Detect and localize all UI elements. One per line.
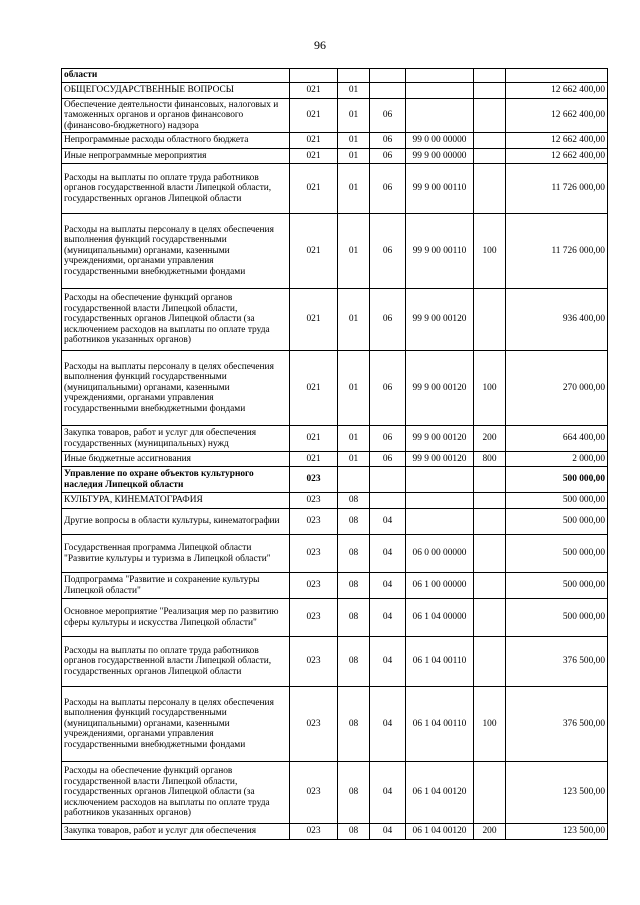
table-row (62, 133, 608, 149)
row-ministry-code-cell: 021 (290, 149, 338, 164)
row-ministry-code-cell: 021 (290, 452, 338, 467)
row-ministry-code-cell: 023 (290, 509, 338, 535)
row-expense-type-cell (474, 493, 506, 509)
row-expense-type-cell: 200 (474, 426, 506, 452)
table-row (62, 99, 608, 133)
row-subsection-code-cell (370, 69, 406, 83)
row-name-cell: Расходы на обеспечение функций органов государственной власти Липецкой области, государственных органов Липецкой области (за исключением расходов на выплаты по оплате труда работников указанных органов) (62, 289, 290, 351)
row-section-code-cell: 08 (338, 637, 370, 687)
row-subsection-code-cell (370, 467, 406, 493)
table-row (62, 149, 608, 164)
row-name-cell: Непрограммные расходы областного бюджета (62, 133, 290, 149)
table-row (62, 509, 608, 535)
row-expense-type-cell: 100 (474, 687, 506, 762)
row-subsection-code-cell: 04 (370, 687, 406, 762)
table-row (62, 573, 608, 599)
row-sum-cell: 500 000,00 (506, 573, 608, 599)
row-ministry-code-cell (290, 69, 338, 83)
row-expense-type-cell: 800 (474, 452, 506, 467)
row-sum-cell: 2 000,00 (506, 452, 608, 467)
row-sum-cell (506, 69, 608, 83)
row-section-code-cell: 01 (338, 214, 370, 289)
row-section-code-cell: 08 (338, 573, 370, 599)
row-target-article-cell: 99 9 00 00120 (406, 452, 474, 467)
row-target-article-cell: 06 1 04 00120 (406, 824, 474, 840)
table-row (62, 493, 608, 509)
row-section-code-cell: 08 (338, 535, 370, 573)
row-expense-type-cell (474, 289, 506, 351)
row-sum-cell: 11 726 000,00 (506, 214, 608, 289)
row-subsection-code-cell: 04 (370, 535, 406, 573)
row-expense-type-cell (474, 99, 506, 133)
row-name-cell: Иные бюджетные ассигнования (62, 452, 290, 467)
row-section-code-cell: 01 (338, 426, 370, 452)
row-name-cell: Подпрограмма "Развитие и сохранение культуры Липецкой области" (62, 573, 290, 599)
row-ministry-code-cell: 023 (290, 573, 338, 599)
row-section-code-cell (338, 69, 370, 83)
table-row (62, 535, 608, 573)
row-ministry-code-cell: 023 (290, 687, 338, 762)
row-ministry-code-cell: 021 (290, 83, 338, 99)
row-sum-cell: 123 500,00 (506, 824, 608, 840)
row-name-cell: Расходы на выплаты по оплате труда работников органов государственной власти Липецкой области, государственных органов Липецкой области (62, 637, 290, 687)
table-row (62, 824, 608, 840)
row-name-cell: Управление по охране объектов культурного наследия Липецкой области (62, 467, 290, 493)
row-subsection-code-cell: 04 (370, 573, 406, 599)
row-name-cell: области (62, 69, 290, 83)
row-ministry-code-cell: 023 (290, 637, 338, 687)
row-sum-cell: 12 662 400,00 (506, 99, 608, 133)
row-expense-type-cell (474, 149, 506, 164)
table-row (62, 164, 608, 214)
row-sum-cell: 12 662 400,00 (506, 83, 608, 99)
row-sum-cell: 12 662 400,00 (506, 133, 608, 149)
row-section-code-cell: 01 (338, 99, 370, 133)
row-expense-type-cell (474, 599, 506, 637)
row-ministry-code-cell: 021 (290, 214, 338, 289)
row-name-cell: Иные непрограммные мероприятия (62, 149, 290, 164)
row-expense-type-cell (474, 467, 506, 493)
row-target-article-cell: 06 1 04 00110 (406, 687, 474, 762)
row-subsection-code-cell: 06 (370, 289, 406, 351)
row-target-article-cell (406, 99, 474, 133)
table-row (62, 214, 608, 289)
row-ministry-code-cell: 021 (290, 289, 338, 351)
row-sum-cell: 12 662 400,00 (506, 149, 608, 164)
row-name-cell: Закупка товаров, работ и услуг для обеспечения государственных (муниципальных) нужд (62, 426, 290, 452)
page-number: 96 (314, 38, 326, 52)
row-name-cell: Государственная программа Липецкой области "Развитие культуры и туризма в Липецкой области" (62, 535, 290, 573)
row-name-cell: КУЛЬТУРА, КИНЕМАТОГРАФИЯ (62, 493, 290, 509)
row-section-code-cell: 08 (338, 493, 370, 509)
row-subsection-code-cell (370, 83, 406, 99)
table-row (62, 452, 608, 467)
table-row (62, 467, 608, 493)
table-row (62, 289, 608, 351)
row-ministry-code-cell: 023 (290, 599, 338, 637)
row-target-article-cell: 06 1 04 00120 (406, 762, 474, 824)
row-section-code-cell: 01 (338, 452, 370, 467)
row-sum-cell: 500 000,00 (506, 493, 608, 509)
row-name-cell: Основное мероприятие "Реализация мер по развитию сферы культуры и искусства Липецкой области" (62, 599, 290, 637)
row-target-article-cell (406, 467, 474, 493)
table-row (62, 83, 608, 99)
row-subsection-code-cell: 06 (370, 214, 406, 289)
row-expense-type-cell (474, 83, 506, 99)
row-expense-type-cell (474, 637, 506, 687)
row-target-article-cell: 99 9 00 00110 (406, 214, 474, 289)
row-ministry-code-cell: 023 (290, 535, 338, 573)
row-ministry-code-cell: 021 (290, 164, 338, 214)
row-expense-type-cell: 200 (474, 824, 506, 840)
row-section-code-cell: 01 (338, 164, 370, 214)
row-subsection-code-cell: 04 (370, 509, 406, 535)
row-section-code-cell: 01 (338, 351, 370, 426)
row-sum-cell: 500 000,00 (506, 509, 608, 535)
row-target-article-cell (406, 83, 474, 99)
table-row (62, 351, 608, 426)
row-expense-type-cell: 100 (474, 214, 506, 289)
row-ministry-code-cell: 021 (290, 99, 338, 133)
row-name-cell: Расходы на выплаты персоналу в целях обеспечения выполнения функций государственными (муниципальными) органами, казенными учреждениями, органами управления государственными внебюджетными фондами (62, 214, 290, 289)
row-subsection-code-cell: 06 (370, 164, 406, 214)
row-target-article-cell: 06 1 04 00000 (406, 599, 474, 637)
row-sum-cell: 270 000,00 (506, 351, 608, 426)
row-ministry-code-cell: 021 (290, 133, 338, 149)
row-sum-cell: 664 400,00 (506, 426, 608, 452)
row-subsection-code-cell: 06 (370, 452, 406, 467)
row-subsection-code-cell (370, 493, 406, 509)
row-subsection-code-cell: 06 (370, 351, 406, 426)
row-target-article-cell: 06 0 00 00000 (406, 535, 474, 573)
row-name-cell: Расходы на выплаты по оплате труда работников органов государственной власти Липецкой области, государственных органов Липецкой области (62, 164, 290, 214)
row-target-article-cell: 99 9 00 00110 (406, 164, 474, 214)
row-expense-type-cell (474, 164, 506, 214)
row-name-cell: Расходы на выплаты персоналу в целях обеспечения выполнения функций государственными (муниципальными) органами, казенными учреждениями, органами управления государственными внебюджетными фондами (62, 687, 290, 762)
row-section-code-cell: 08 (338, 687, 370, 762)
row-target-article-cell (406, 69, 474, 83)
row-subsection-code-cell: 04 (370, 824, 406, 840)
row-subsection-code-cell: 04 (370, 599, 406, 637)
table-row (62, 687, 608, 762)
budget-table (61, 68, 608, 840)
row-section-code-cell: 08 (338, 824, 370, 840)
row-name-cell: Обеспечение деятельности финансовых, налоговых и таможенных органов и органов финансового (финансово-бюджетного) надзора (62, 99, 290, 133)
row-target-article-cell (406, 509, 474, 535)
row-name-cell: Закупка товаров, работ и услуг для обеспечения (62, 824, 290, 840)
row-sum-cell: 500 000,00 (506, 535, 608, 573)
row-sum-cell: 376 500,00 (506, 687, 608, 762)
row-sum-cell: 376 500,00 (506, 637, 608, 687)
row-expense-type-cell: 100 (474, 351, 506, 426)
row-name-cell: Расходы на выплаты персоналу в целях обеспечения выполнения функций государственными (муниципальными) органами, казенными учреждениями, органами управления государственными внебюджетными фондами (62, 351, 290, 426)
row-expense-type-cell (474, 509, 506, 535)
row-target-article-cell: 99 0 00 00000 (406, 133, 474, 149)
row-expense-type-cell (474, 535, 506, 573)
row-section-code-cell: 08 (338, 599, 370, 637)
row-ministry-code-cell: 023 (290, 467, 338, 493)
row-target-article-cell: 99 9 00 00000 (406, 149, 474, 164)
row-name-cell: ОБЩЕГОСУДАРСТВЕННЫЕ ВОПРОСЫ (62, 83, 290, 99)
row-expense-type-cell (474, 573, 506, 599)
row-subsection-code-cell: 06 (370, 133, 406, 149)
row-ministry-code-cell: 021 (290, 351, 338, 426)
row-ministry-code-cell: 023 (290, 762, 338, 824)
row-sum-cell: 500 000,00 (506, 467, 608, 493)
row-section-code-cell: 01 (338, 83, 370, 99)
row-sum-cell: 936 400,00 (506, 289, 608, 351)
row-sum-cell: 500 000,00 (506, 599, 608, 637)
row-target-article-cell (406, 493, 474, 509)
row-target-article-cell: 06 1 00 00000 (406, 573, 474, 599)
row-section-code-cell (338, 467, 370, 493)
row-target-article-cell: 06 1 04 00110 (406, 637, 474, 687)
table-row (62, 69, 608, 83)
row-sum-cell: 123 500,00 (506, 762, 608, 824)
row-subsection-code-cell: 04 (370, 762, 406, 824)
table-row (62, 762, 608, 824)
row-target-article-cell: 99 9 00 00120 (406, 289, 474, 351)
row-name-cell: Другие вопросы в области культуры, кинематографии (62, 509, 290, 535)
row-ministry-code-cell: 021 (290, 426, 338, 452)
row-subsection-code-cell: 06 (370, 99, 406, 133)
row-subsection-code-cell: 04 (370, 637, 406, 687)
row-expense-type-cell (474, 762, 506, 824)
row-name-cell: Расходы на обеспечение функций органов государственной власти Липецкой области, государственных органов Липецкой области (за исключением расходов на выплаты по оплате труда работников указанных органов) (62, 762, 290, 824)
row-subsection-code-cell: 06 (370, 426, 406, 452)
row-section-code-cell: 01 (338, 149, 370, 164)
row-ministry-code-cell: 023 (290, 824, 338, 840)
row-sum-cell: 11 726 000,00 (506, 164, 608, 214)
row-subsection-code-cell: 06 (370, 149, 406, 164)
table-row (62, 426, 608, 452)
table-row (62, 599, 608, 637)
row-ministry-code-cell: 023 (290, 493, 338, 509)
row-section-code-cell: 08 (338, 509, 370, 535)
row-section-code-cell: 08 (338, 762, 370, 824)
row-target-article-cell: 99 9 00 00120 (406, 426, 474, 452)
table-row (62, 637, 608, 687)
row-section-code-cell: 01 (338, 133, 370, 149)
row-target-article-cell: 99 9 00 00120 (406, 351, 474, 426)
row-expense-type-cell (474, 133, 506, 149)
row-expense-type-cell (474, 69, 506, 83)
row-section-code-cell: 01 (338, 289, 370, 351)
